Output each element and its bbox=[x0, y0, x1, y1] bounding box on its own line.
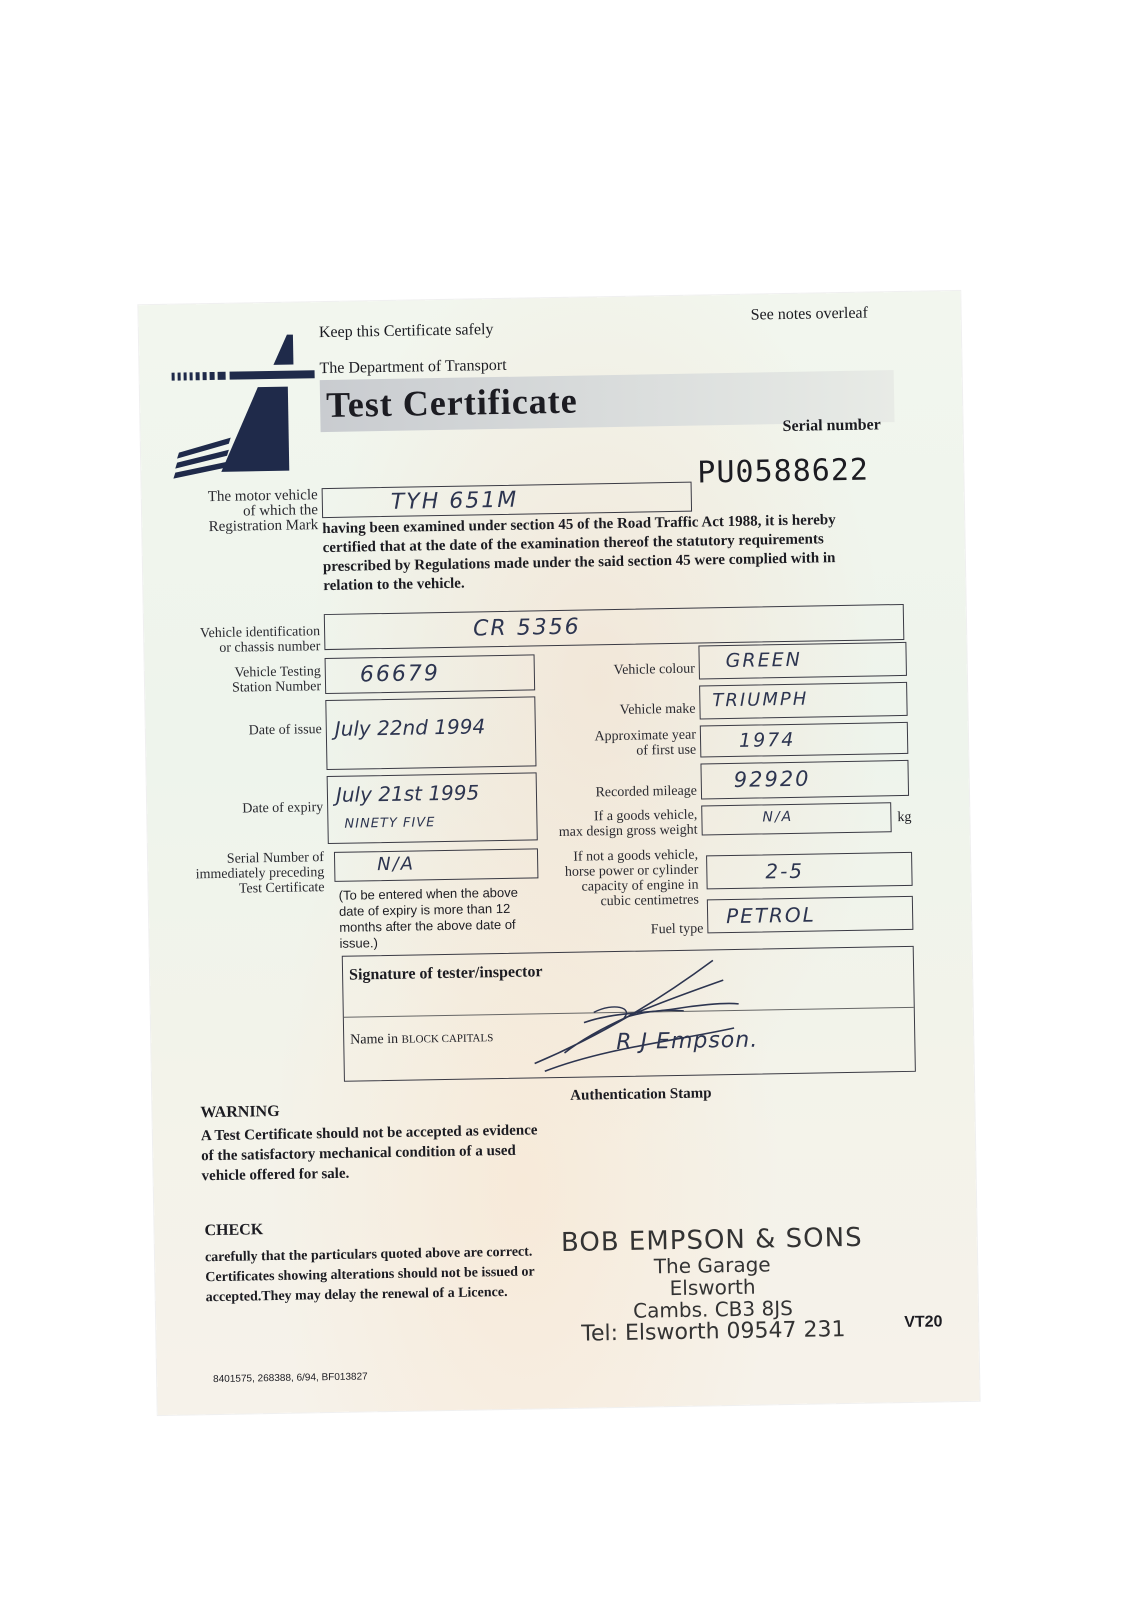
fuel-type-label: Fuel type bbox=[650, 921, 704, 938]
goods-weight-field[interactable] bbox=[701, 802, 891, 835]
year-field[interactable] bbox=[700, 722, 909, 758]
stamp-line-3: Elsworth bbox=[669, 1274, 756, 1301]
engine-capacity-value: 2-5 bbox=[765, 858, 805, 884]
signature-scribble-icon bbox=[523, 950, 755, 1074]
goods-weight-unit: kg bbox=[897, 809, 912, 826]
stamp-company: BOB EMPSON & SONS bbox=[560, 1222, 863, 1259]
stamp-line-4: Cambs. CB3 8JS bbox=[632, 1295, 793, 1323]
keep-safe-note: Keep this Certificate safely bbox=[318, 321, 494, 342]
registration-field[interactable] bbox=[322, 482, 692, 518]
registration-label: The motor vehicle of which the Registration Mark bbox=[207, 487, 319, 536]
colour-label: Vehicle colour bbox=[613, 661, 695, 679]
goods-weight-label: If a goods vehicle, max design gross weight bbox=[558, 807, 698, 840]
previous-cert-value: N/A bbox=[376, 853, 416, 876]
make-label: Vehicle make bbox=[619, 701, 696, 718]
stamp-phone: Tel: Elsworth 09547 231 bbox=[581, 1317, 846, 1347]
print-code: 8401575, 268388, 6/94, BF013827 bbox=[213, 1371, 368, 1386]
previous-cert-note: (To be entered when the above date of expiry is more than 12 months after the above date of issue.) bbox=[338, 884, 519, 951]
mileage-field[interactable] bbox=[700, 760, 909, 800]
page-title: Test Certificate bbox=[325, 380, 579, 425]
garage-stamp bbox=[547, 1223, 879, 1348]
station-value: 66679 bbox=[359, 661, 441, 688]
engine-capacity-field[interactable] bbox=[706, 852, 913, 890]
certificate-sheet bbox=[138, 291, 979, 1415]
fuel-type-field[interactable] bbox=[707, 896, 914, 934]
warning-heading: WARNING bbox=[200, 1102, 280, 1122]
signature-box[interactable] bbox=[342, 946, 916, 1082]
expiry-value: July 21st 1995 bbox=[335, 780, 480, 807]
fuel-type-value: PETROL bbox=[725, 902, 817, 929]
vin-value: CR 5356 bbox=[472, 614, 581, 642]
previous-cert-field[interactable] bbox=[334, 848, 538, 882]
year-value: 1974 bbox=[738, 728, 796, 752]
engine-capacity-label: If not a goods vehicle, horse power or cylinder capacity of engine in cubic centimetres bbox=[564, 847, 699, 910]
expiry-words: NINETY FIVE bbox=[344, 815, 436, 832]
form-code: VT20 bbox=[904, 1313, 943, 1332]
serial-number-value: PU0588622 bbox=[697, 452, 870, 491]
department-logo-icon bbox=[169, 330, 322, 483]
certification-statement: having been examined under section 45 of the Road Traffic Act 1988, it is hereby certified that at the date of the examination thereof the statutory requirements prescribed by Regulations made under the said section 45 were complied with in relation to the vehicle. bbox=[322, 512, 836, 595]
check-text: carefully that the particulars quoted above are correct. Certificates showing alterations should not be issued or accepted.They may delay the renewal of a Licence. bbox=[204, 1244, 535, 1306]
issue-label: Date of issue bbox=[248, 722, 322, 739]
see-notes-note: See notes overleaf bbox=[750, 304, 869, 324]
signature-label: Signature of tester/inspector bbox=[348, 963, 543, 984]
stamp-line-2: The Garage bbox=[653, 1252, 771, 1279]
issue-value: July 22nd 1994 bbox=[334, 714, 486, 741]
name-label: Name in BLOCK CAPITALS bbox=[350, 1031, 494, 1048]
authentication-stamp-label: Authentication Stamp bbox=[570, 1085, 712, 1104]
station-field[interactable] bbox=[325, 654, 536, 694]
colour-value: GREEN bbox=[725, 648, 803, 673]
colour-field[interactable] bbox=[698, 642, 907, 680]
make-field[interactable] bbox=[699, 682, 908, 720]
issue-field[interactable] bbox=[325, 696, 536, 770]
department-name: The Department of Transport bbox=[319, 356, 507, 378]
station-label: Vehicle Testing Station Number bbox=[231, 664, 322, 696]
check-heading: CHECK bbox=[204, 1221, 264, 1240]
goods-weight-value: N/A bbox=[762, 808, 794, 826]
mileage-value: 92920 bbox=[733, 766, 811, 792]
expiry-label: Date of expiry bbox=[242, 800, 324, 817]
serial-number-label: Serial number bbox=[782, 416, 881, 436]
expiry-field[interactable] bbox=[327, 772, 538, 844]
make-value: TRIUMPH bbox=[712, 688, 809, 712]
mileage-label: Recorded mileage bbox=[595, 783, 698, 801]
vin-label: Vehicle identification or chassis number bbox=[199, 624, 321, 656]
tester-name-value: R J Empson. bbox=[616, 1027, 759, 1056]
previous-cert-label: Serial Number of immediately preceding Test Certificate bbox=[195, 850, 325, 897]
registration-value: TYH 651M bbox=[390, 487, 519, 515]
warning-text: A Test Certificate should not be accepted as evidence of the satisfactory mechanical condition of a used vehicle offered for sale. bbox=[200, 1122, 538, 1185]
year-label: Approximate year of first use bbox=[594, 727, 697, 759]
